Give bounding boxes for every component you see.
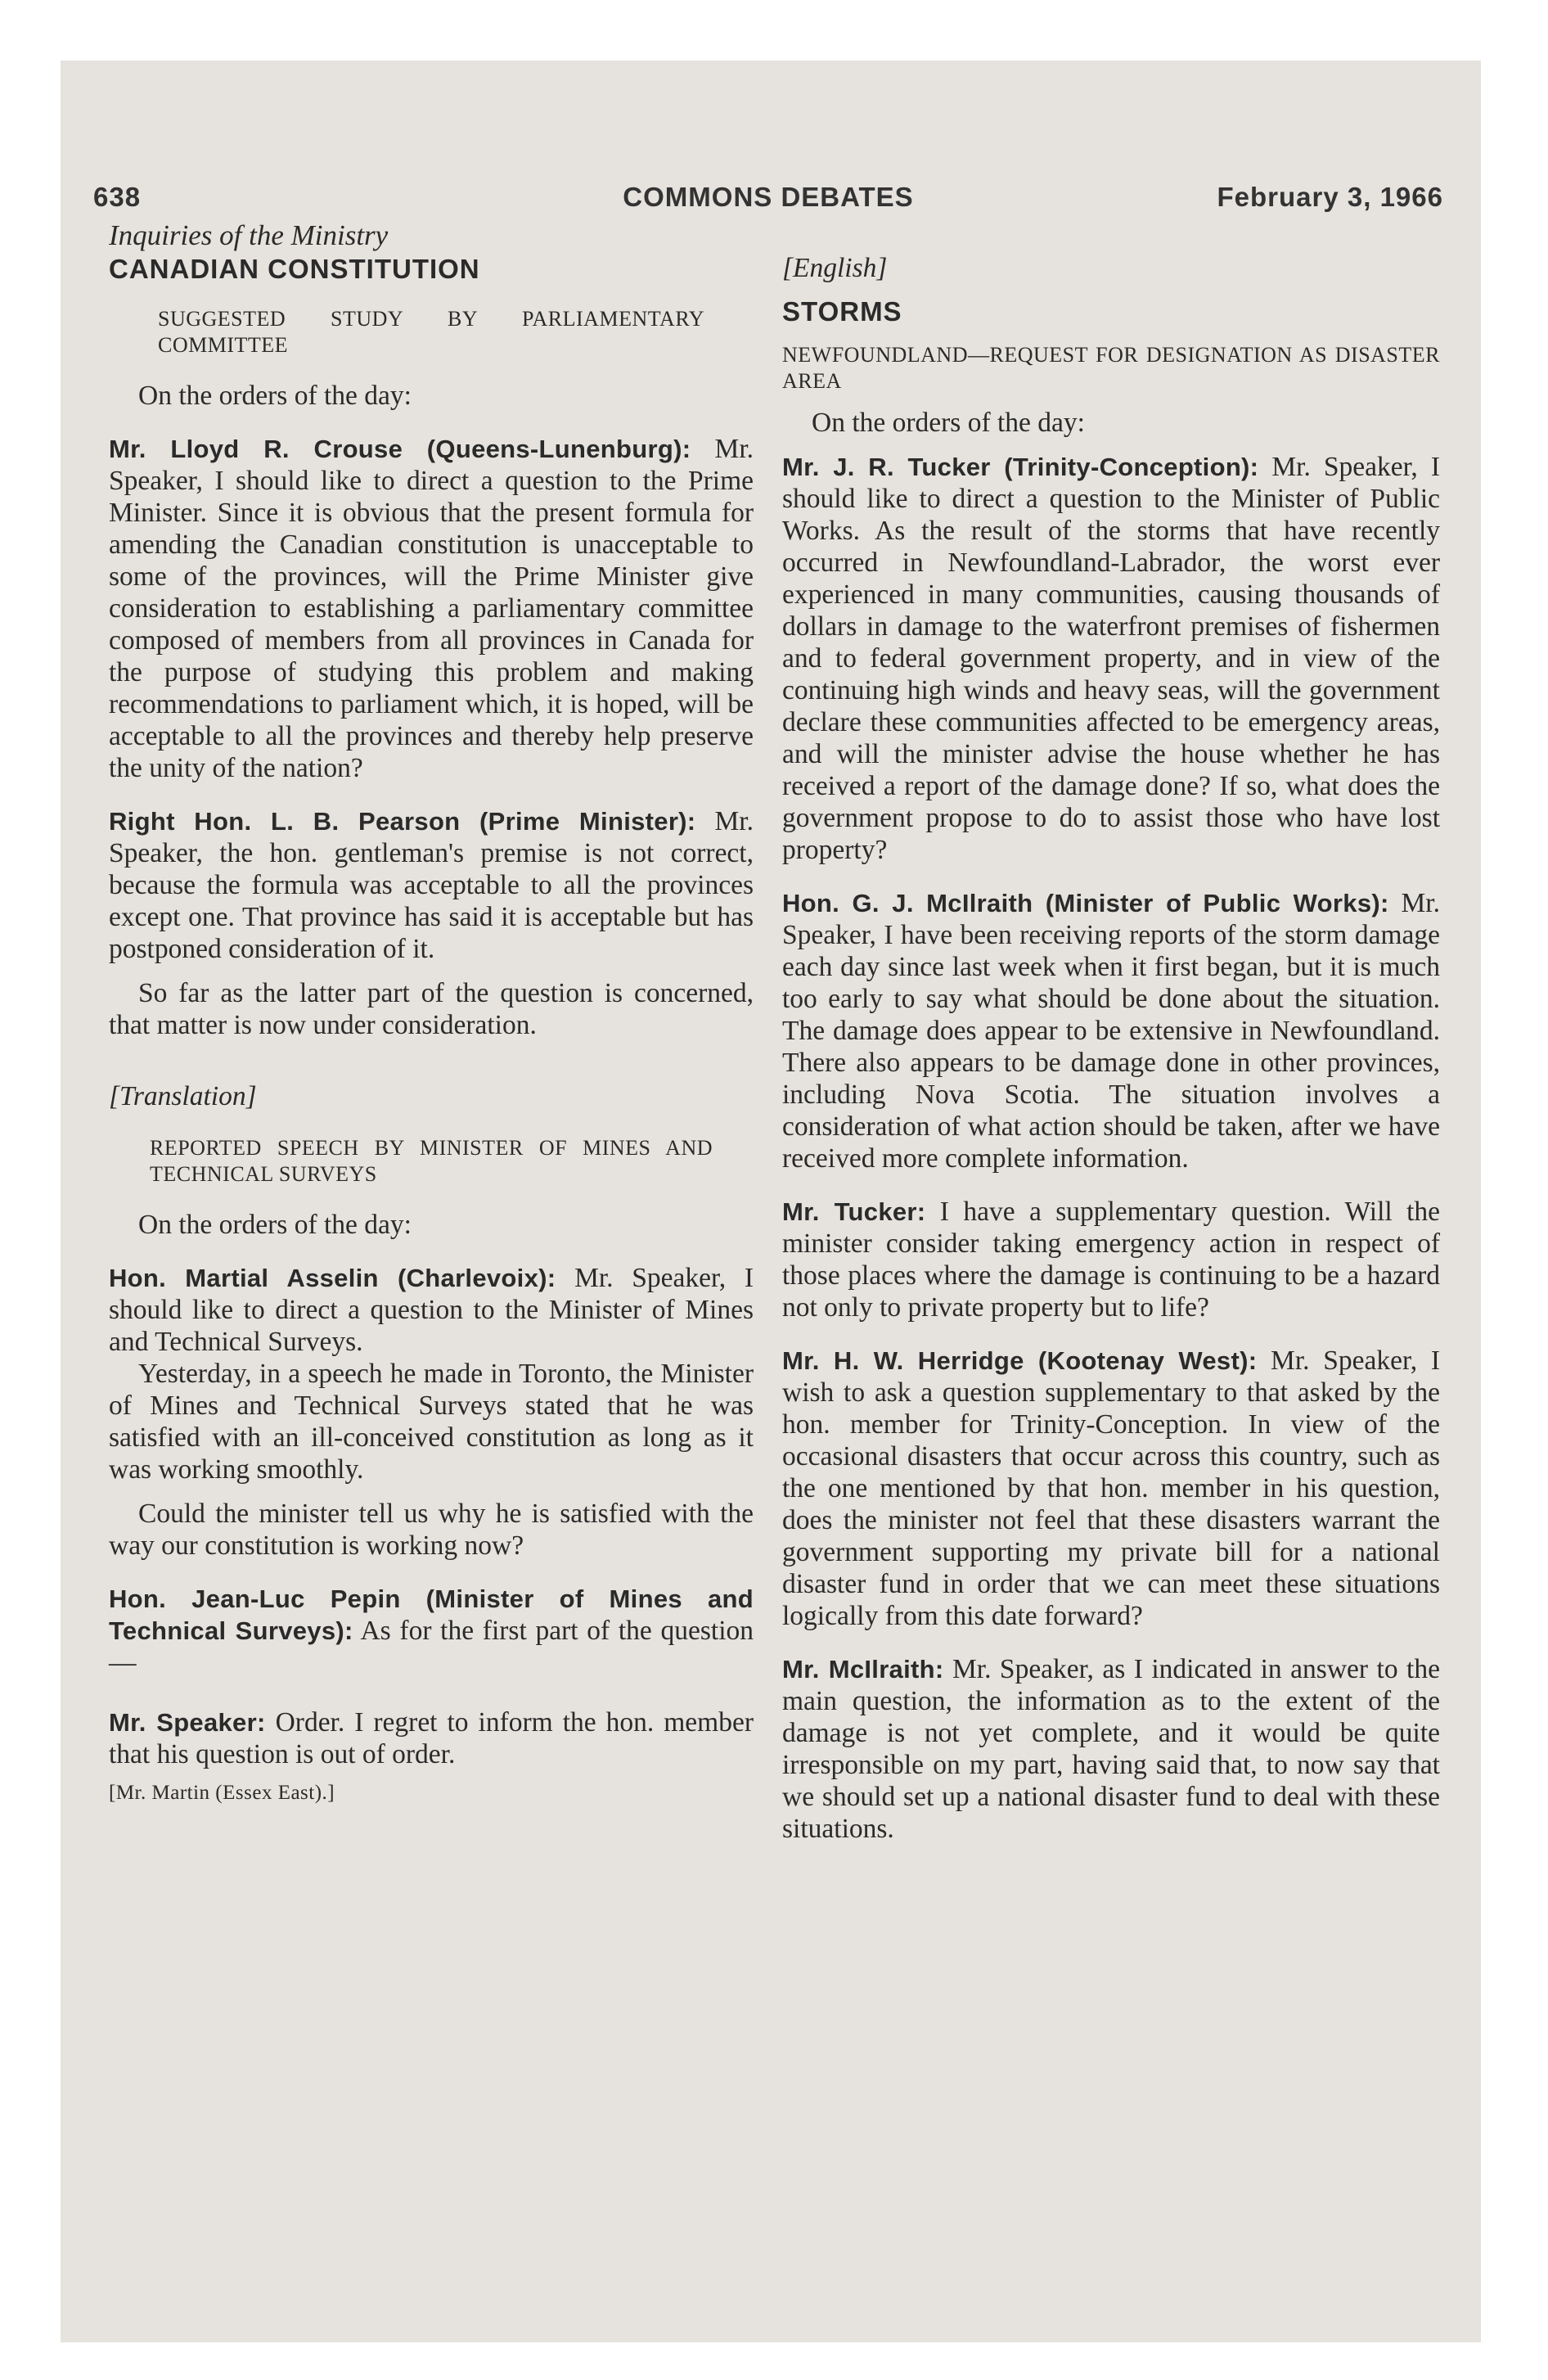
speaker-name: Mr. Tucker: — [782, 1197, 926, 1226]
speech-text: I have a supplementary question. Will the minister consider taking emergency action in respect of those places where the damage is continuing to be a hazard not only to private property but to life? — [782, 1197, 1441, 1323]
speaker-name: Mr. Lloyd R. Crouse (Queens-Lunenburg): — [109, 435, 691, 463]
speech-text: As for the first part of the question— — [109, 1616, 754, 1678]
left-column — [109, 219, 754, 1809]
speech-asselin — [109, 1262, 754, 1358]
english-marker: [English] — [782, 253, 888, 283]
speaker-name: Mr. McIlraith: — [782, 1655, 944, 1684]
speech-text: Mr. Speaker, I wish to ask a question supplementary to that asked by the hon. member for Trinity-Conception. In view of the occasional disasters that occur across this country, such as the one mentioned by that hon. member in his question, does the minister not feel that these disasters warrant the government supporting my private bill for a national disaster fund in order that we can meet these situations logically from this date forward? — [782, 1346, 1440, 1631]
speech-text: Mr. Speaker, I should like to direct a question to the Prime Minister. Since it is obvious that the present formula for amending the Canadian constitution is unacceptable to some of the provinces, will the Prime Minister give consideration to establishing a parliamentary committee composed of members from all provinces in Canada for the purpose of studying this problem and making recommendations to parliament which, it is hoped, will be acceptable to all the provinces and thereby help preserve the unity of the nation? — [109, 434, 754, 783]
page-number: 638 — [93, 182, 142, 212]
speech-pepin — [109, 1583, 754, 1679]
orders-of-the-day: On the orders of the day: — [138, 1210, 412, 1240]
speech-paragraph: Could the minister tell us why he is satisfied with the way our constitution is working now? — [109, 1499, 754, 1561]
section-heading-canadian-constitution: CANADIAN CONSTITUTION — [109, 254, 480, 284]
orders-of-the-day: On the orders of the day: — [812, 408, 1085, 438]
speech-text: Mr. Speaker, the hon. gentleman's premise is not correct, because the formula was acceptable to all the provinces except one. That province has said it is acceptable but has postponed consideration of it. — [109, 806, 754, 964]
orders-of-the-day: On the orders of the day: — [138, 381, 412, 411]
speech-tucker — [782, 451, 1440, 866]
section-subheading-suggested-study: SUGGESTED STUDY BY PARLIAMENTARY COMMITTEE — [158, 307, 704, 357]
speech-text: Mr. Speaker, I have been receiving reports of the storm damage each day since last week when it first began, but it is much too early to say what should be done about the situation. The damage does appear to be extensive in Newfoundland. There also appears to be damage done in other provinces, including Nova Scotia. The situation involves a consideration of what action should be taken, after we have received more complete information. — [782, 888, 1440, 1174]
section-subheading-newfoundland: NEWFOUNDLAND—REQUEST FOR DESIGNATION AS DISASTER AREA — [782, 343, 1440, 393]
speech-text: Mr. Speaker, I should like to direct a question to the Minister of Public Works. As the result of the storms that have recently occurred in Newfoundland-Labrador, the worst ever experienced in many communities, causing thousands of dollars in damage to the waterfront premises of fishermen and to federal government property, and in view of the continuing high winds and heavy seas, will the government declare these communities affected to be emergency areas, and will the minister advise the house whether he has received a report of the damage done? If so, what does the government propose to do to assist those who have lost property? — [782, 452, 1440, 865]
speech-pearson — [109, 805, 754, 965]
speech-tucker-supplementary — [782, 1196, 1440, 1323]
speaker-name: Hon. Martial Asselin (Charlevoix): — [109, 1264, 556, 1292]
speech-speaker — [109, 1706, 754, 1770]
chair-note: [Mr. Martin (Essex East).] — [109, 1782, 335, 1804]
section-heading-reported-speech: REPORTED SPEECH BY MINISTER OF MINES AND TECHNICAL SURVEYS — [150, 1136, 713, 1186]
speech-paragraph: Yesterday, in a speech he made in Toronto, the Minister of Mines and Technical Surveys stated that he was satisfied with an ill-conceived constitution as long as it was working smoothly. — [109, 1359, 754, 1485]
speech-text: Mr. Speaker, as I indicated in answer to the main question, the information as to the extent of the damage is not yet complete, and it would be quite irresponsible on my part, having said that, to now say that we should set up a national disaster fund to deal with these situations. — [782, 1654, 1440, 1844]
speaker-name: Hon. G. J. McIlraith (Minister of Public Works): — [782, 889, 1389, 917]
speaker-name: Mr. Speaker: — [109, 1708, 266, 1737]
speech-crouse — [109, 433, 754, 784]
section-heading-storms: STORMS — [782, 296, 902, 327]
speaker-name: Right Hon. L. B. Pearson (Prime Minister): — [109, 807, 696, 836]
inquiries-heading: Inquiries of the Ministry — [109, 219, 389, 251]
speech-mcilraith — [782, 887, 1440, 1174]
speech-herridge — [782, 1345, 1440, 1632]
speech-mcilraith-reply — [782, 1653, 1440, 1845]
header-date: February 3, 1966 — [1217, 182, 1443, 212]
right-column — [782, 219, 1440, 1845]
running-title: COMMONS DEBATES — [623, 182, 914, 212]
speaker-name: Mr. H. W. Herridge (Kootenay West): — [782, 1346, 1258, 1375]
translation-marker: [Translation] — [109, 1081, 257, 1111]
speaker-name: Mr. J. R. Tucker (Trinity-Conception): — [782, 453, 1259, 481]
speech-text: Mr. Speaker, I should like to direct a question to the Minister of Mines and Technical Surveys. — [109, 1263, 754, 1357]
speaker-name: Hon. Jean-Luc Pepin (Minister of Mines and Technical Surveys): — [109, 1584, 754, 1645]
speech-text: Order. I regret to inform the hon. member that his question is out of order. — [109, 1707, 754, 1769]
speech-paragraph: So far as the latter part of the question is concerned, that matter is now under consideration. — [109, 978, 754, 1040]
page-header — [93, 182, 1443, 223]
